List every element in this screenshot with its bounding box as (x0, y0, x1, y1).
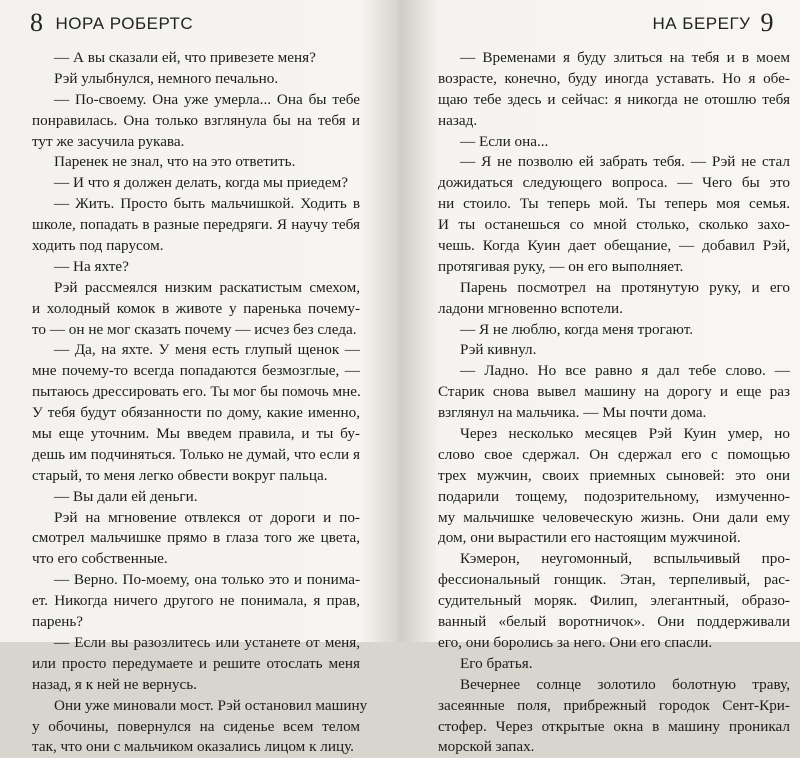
text-line: тут же засучила рукава. (32, 132, 185, 150)
text-line: подарили тощему, подозрительному, измученно- (438, 487, 790, 505)
text-line: морской запах. (438, 738, 535, 756)
text-line: Через несколько месяцев Рэй Куин умер, но (460, 425, 790, 443)
text-line: ет. Никогда ничего другого не понимала, я прав, (32, 592, 360, 610)
text-line: — На яхте? (54, 257, 129, 275)
text-line: назад. (438, 111, 478, 129)
right-page (408, 0, 800, 756)
text-line: Рэй на мгновение отвлекся от дороги и по- (54, 508, 360, 526)
text-line: — А вы сказали ей, что привезете меня? (54, 49, 316, 66)
text-line: слово свое сдержал. Он сдержал его с помощью (438, 445, 790, 463)
text-line: его, они боролись за него. Они его спасли. (438, 633, 713, 651)
text-line: ходить под парусом. (32, 237, 164, 255)
text-line: мы еще уточним. Мы введем правила, и ты бу- (32, 425, 360, 443)
text-line: взглянул на мальчика. — Мы почти дома. (438, 404, 707, 422)
text-line: И ты останешься со мной столько, сколько захо- (438, 216, 790, 234)
text-line: парень? (32, 613, 83, 631)
text-line: дожидаться следующего вопроса. — Чего бы это (438, 174, 790, 192)
text-line: — И что я должен делать, когда мы приедем? (54, 174, 348, 192)
text-line: смотрел мальчишке прямо в глаза того же цвета, (32, 529, 360, 547)
text-line: Его братья. (460, 654, 533, 672)
text-line: стофер. Через открытые окна в машину проникал (438, 717, 790, 735)
text-line: щаю тебе здесь и сейчас: я никогда не отошлю тебя (438, 90, 790, 108)
text-line: старый, то меня легко обвести вокруг пальца. (32, 466, 328, 484)
text-line: понравилась. Она только взглянула бы на тебя и (32, 111, 360, 129)
text-line: засеянные поля, прибрежный городок Сент-Кри- (438, 696, 790, 714)
text-line: дом, они вырастили его настоящим мужчиной. (438, 529, 741, 547)
text-line: Рэй улыбнулся, немного печально. (54, 69, 279, 87)
text-line: — Верно. По-моему, она только это и понима- (54, 571, 360, 589)
right-page-number: 9 (760, 8, 774, 37)
text-line: Вечернее солнце золотило болотную траву, (460, 675, 790, 693)
left-running-head: НОРА РОБЕРТС (55, 14, 194, 33)
text-line: фессиональный гонщик. Этан, терпеливый, рас- (438, 571, 790, 589)
text-line: ладони мгновенно вспотели. (438, 299, 623, 317)
text-line: Рэй рассмеялся низким раскатистым смехом, (54, 278, 360, 296)
text-line: школе, попадать в разные передряги. Я научу тебя (32, 216, 360, 234)
text-line: Паренек не знал, что на это ответить. (54, 153, 296, 171)
left-page-number: 8 (30, 8, 44, 37)
text-line: Парень посмотрел на протянутую руку, и его (460, 278, 790, 296)
text-line: то — он не мог сказать почему — исчез без следа. (32, 320, 357, 338)
text-line: — Если она... (460, 132, 549, 150)
text-line: назад, я к ней не вернусь. (32, 675, 197, 693)
text-line: — Я не люблю, когда меня трогают. (460, 320, 693, 338)
text-line: У тебя будут обязанности по дому, какие именно, (32, 404, 360, 422)
text-line: му мальчишке человеческую жизнь. Они дали ему (438, 508, 790, 526)
text-line: дешь им подчиняться. Только не думай, что если я (32, 445, 360, 463)
text-line: или просто передумаете и решите отослать меня (32, 654, 360, 672)
left-page-text (32, 48, 368, 758)
text-line: трех мужчин, своих приемных сыновей: это они (438, 466, 790, 484)
text-line: — По-своему. Она уже умерла... Она бы тебе (54, 90, 360, 108)
right-running-head: НА БЕРЕГУ (652, 14, 751, 33)
text-line: — Я не позволю ей забрать тебя. — Рэй не стал (460, 153, 790, 171)
text-line: — Вы дали ей деньги. (54, 487, 198, 505)
text-line: чешь. Когда Куин дает обещание, — добавил Рэй, (438, 237, 790, 255)
left-page (0, 0, 394, 756)
text-line: — Временами я буду злиться на тебя и в моем (460, 49, 790, 66)
text-line: Рэй кивнул. (460, 341, 537, 359)
text-line: Они уже миновали мост. Рэй остановил машину (54, 696, 368, 714)
text-line: — Да, на яхте. У меня есть глупый щенок — (54, 341, 360, 359)
text-line: — Ладно. Но все равно я дал тебе слово. — (460, 362, 790, 380)
text-line: возрасте, конечно, буду иногда уставать. Но я обе- (438, 69, 790, 87)
right-page-text (438, 48, 790, 758)
text-line: ванный «белый воротничок». Они поддерживали (438, 613, 790, 631)
text-line: и холодный комок в животе у паренька почему- (32, 299, 360, 317)
right-page-header (652, 8, 774, 38)
text-line: ни стоило. Ты теперь мой. Ты теперь моя семья. (438, 195, 790, 213)
left-page-header (30, 8, 193, 38)
text-line: судительный моряк. Филип, элегантный, образо- (438, 592, 790, 610)
text-line: протягивая руку, — он его выполняет. (438, 257, 684, 275)
text-line: пытаюсь дрессировать его. Ты мог бы помочь мне. (32, 383, 361, 401)
text-line: Кэмерон, неугомонный, вспыльчивый про- (460, 550, 790, 568)
text-line: — Если вы разозлитесь или устанете от меня, (54, 633, 360, 651)
text-line: мне почему-то всегда попадаются безмозглые, — (32, 362, 360, 380)
text-line: у обочины, повернулся на сиденье всем телом (32, 717, 360, 735)
text-line: что его собственные. (32, 550, 168, 568)
text-line: так, что они с мальчиком оказались лицом к лицу. (32, 738, 354, 756)
text-line: — Жить. Просто быть мальчишкой. Ходить в (54, 195, 360, 213)
text-line: Старик снова вывел машину на дорогу и еще раз (438, 383, 790, 401)
